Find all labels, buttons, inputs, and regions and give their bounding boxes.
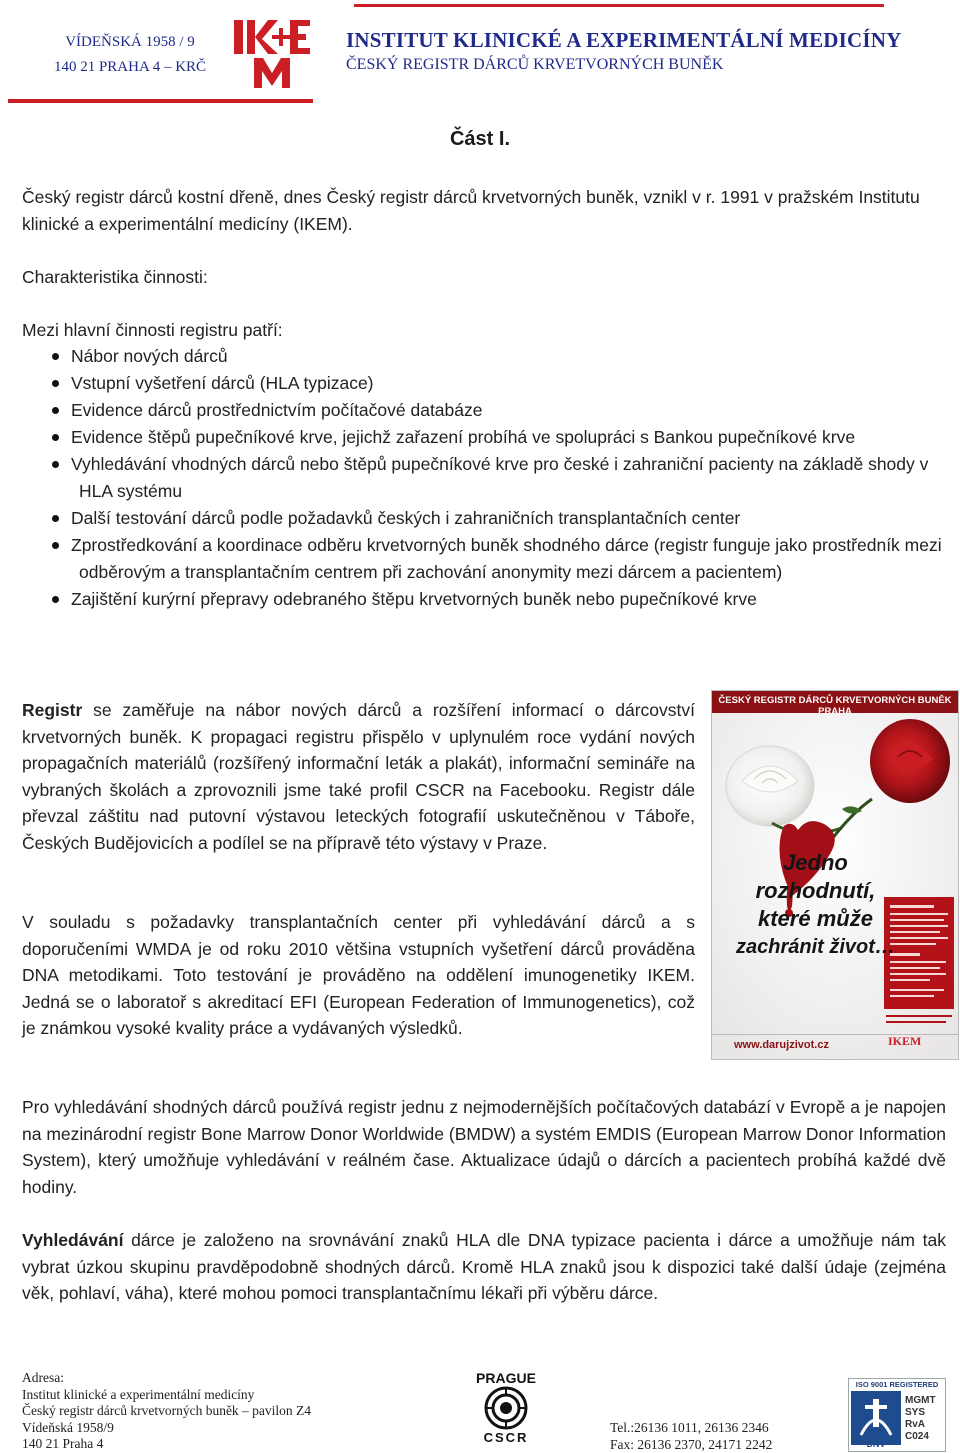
mgmt-label: MGMT SYS RvA C024 <box>905 1395 936 1442</box>
footer-fax: Fax: 26136 2370, 24171 2242 <box>610 1436 773 1452</box>
bullet-icon <box>52 596 59 603</box>
list-item: Další testování dárců podle požadavků českých i zahraničních transplantačních center <box>52 505 942 532</box>
iso-certificate <box>848 1378 946 1452</box>
cscr-logo-top: PRAGUE <box>476 1370 536 1386</box>
activity-list <box>52 343 942 613</box>
footer-line: Český registr dárců krvetvorných buněk – pavilon Z4 <box>22 1403 312 1419</box>
footer-tel: Tel.:26136 1011, 26136 2346 <box>610 1420 769 1435</box>
ikem-logo-icon <box>232 18 312 90</box>
footer-line: Institut klinické a experimentální medicíny <box>22 1386 255 1402</box>
bullet-icon <box>52 542 59 549</box>
registry-name: ČESKÝ REGISTR DÁRCŮ KRVETVORNÝCH BUNĚK <box>346 56 724 73</box>
footer-line: Vídeňská 1958/9 <box>22 1419 114 1435</box>
list-item: Vstupní vyšetření dárců (HLA typizace) <box>52 370 942 397</box>
dnv-label: DNV <box>866 1439 886 1449</box>
intro-paragraph: Český registr dárců kostní dřeně, dnes Český registr dárců krvetvorných buněk, vznikl v r. 1991 v pražském Institutu klinické a experimentální medicíny (IKEM). <box>22 187 920 234</box>
header-address <box>40 30 220 80</box>
cscr-logo-bottom: CSCR <box>483 1430 529 1445</box>
search-paragraph: Vyhledávání dárce je založeno na srovnávání znaků HLA dle DNA typizace pacienta i dárce a umožňuje nám tak vybrat úzkou skupinu pravděpodobně shodných dárců. Kromě HLA znaků jsou k dispozici také další údaje (zejména věk, pohlaví, váha), které mohou pomoci transplantačnímu lékaři při výběru dárce. <box>22 1230 946 1304</box>
list-item: Zprostředkování a koordinace odběru krvetvorných buněk shodného dárce (registr funguje jako prostředník mezi odběrovým a transplantačním centrem při zachování anonymity mezi dárcem a pacientem) <box>52 532 942 586</box>
institute-name: INSTITUT KLINICKÉ A EXPERIMENTÁLNÍ MEDICÍNY <box>346 28 902 52</box>
bullet-icon <box>52 407 59 414</box>
list-item: Vyhledávání vhodných dárců nebo štěpů pupečníkové krve pro české i zahraniční pacienty na základě shody v HLA systému <box>52 451 942 505</box>
footer-label: Adresa: <box>22 1370 64 1385</box>
bullet-icon <box>52 434 59 441</box>
footer-address <box>22 1370 311 1453</box>
poster-banner: ČESKÝ REGISTR DÁRCŮ KRVETVORNÝCH BUNĚK PRAHA <box>718 695 952 717</box>
registry-bold: Registr <box>22 700 83 720</box>
iso-label: ISO 9001 REGISTERED <box>855 1380 939 1389</box>
dna-paragraph: V souladu s požadavky transplantačních center při vyhledávání dárců a s doporučeními WMDA je od roku 2010 většina vstupních vyšetření dárců prováděna DNA metodikami. Toto testování je prováděno na oddělení imunogenetiky IKEM. Jedná se o laboratoř s akreditací EFI (European Federation of Immunogenetics), což je známkou vysoké kvality práce a vydávaných výsledků. <box>22 912 695 1039</box>
header-city: 140 21 PRAHA 4 – KRČ <box>53 59 207 75</box>
campaign-poster <box>711 690 959 1060</box>
part-title: Část I. <box>449 128 511 150</box>
header-top-rule <box>354 4 884 7</box>
bullet-icon <box>52 380 59 387</box>
footer-contacts <box>610 1420 772 1453</box>
activity-lead: Mezi hlavní činnosti registru patří: <box>22 320 283 340</box>
header-left-rule <box>8 99 313 103</box>
header-street: VÍDEŇSKÁ 1958 / 9 <box>65 34 195 50</box>
list-item: Evidence štěpů pupečníkové krve, jejichž zařazení probíhá ve spolupráci s Bankou pupečníkové krve <box>52 424 942 451</box>
footer-line: 140 21 Praha 4 <box>22 1436 104 1452</box>
list-item: Evidence dárců prostřednictvím počítačové databáze <box>52 397 942 424</box>
dnv-emblem-icon <box>851 1391 901 1445</box>
list-item: Zajištění kurýrní přepravy odebraného štěpu krvetvorných buněk nebo pupečníkové krve <box>52 586 942 613</box>
poster-logo: IKEM <box>888 1034 922 1048</box>
list-item: Nábor nových dárců <box>52 343 942 370</box>
cscr-logo <box>474 1370 538 1446</box>
poster-headline: Jedno rozhodnutí, které může zachránit život… <box>736 850 895 958</box>
registry-paragraph: Registr se zaměřuje na nábor nových dárců a rozšíření informací o dárcovství krvetvorných buněk. K propagaci registru přispělo v uplynulém roce vydání nových propagačních materiálů (rozšířený informační leták a plakát), informační semináře na vybraných školách a zprovoznili jsme také profil CSCR na Facebooku. Registr dále převzal záštitu nad putovní výstavou leteckých fotografií uskutečněnou v Táboře, Českých Budějovicích a podílel se na přípravě této výstavy v Praze. <box>22 700 695 853</box>
poster-website: www.darujzivot.cz <box>734 1039 829 1051</box>
database-paragraph: Pro vyhledávání shodných dárců používá registr jednu z nejmodernějších počítačových databází v Evropě a je napojen na mezinárodní registr Bone Marrow Donor Worldwide (BMDW) a systém EMDIS (European Marrow Donor Information System), který umožňuje vyhledávání v reálném čase. Aktualizace údajů o dárcích a pacientech probíhá každé dvě hodiny. <box>22 1097 946 1197</box>
search-bold: Vyhledávání <box>22 1230 124 1250</box>
header-institute <box>346 26 902 76</box>
activity-heading: Charakteristika činnosti: <box>22 267 208 287</box>
bullet-icon <box>52 461 59 468</box>
bullet-icon <box>52 353 59 360</box>
cscr-emblem-icon <box>474 1386 538 1430</box>
bullet-icon <box>52 515 59 522</box>
